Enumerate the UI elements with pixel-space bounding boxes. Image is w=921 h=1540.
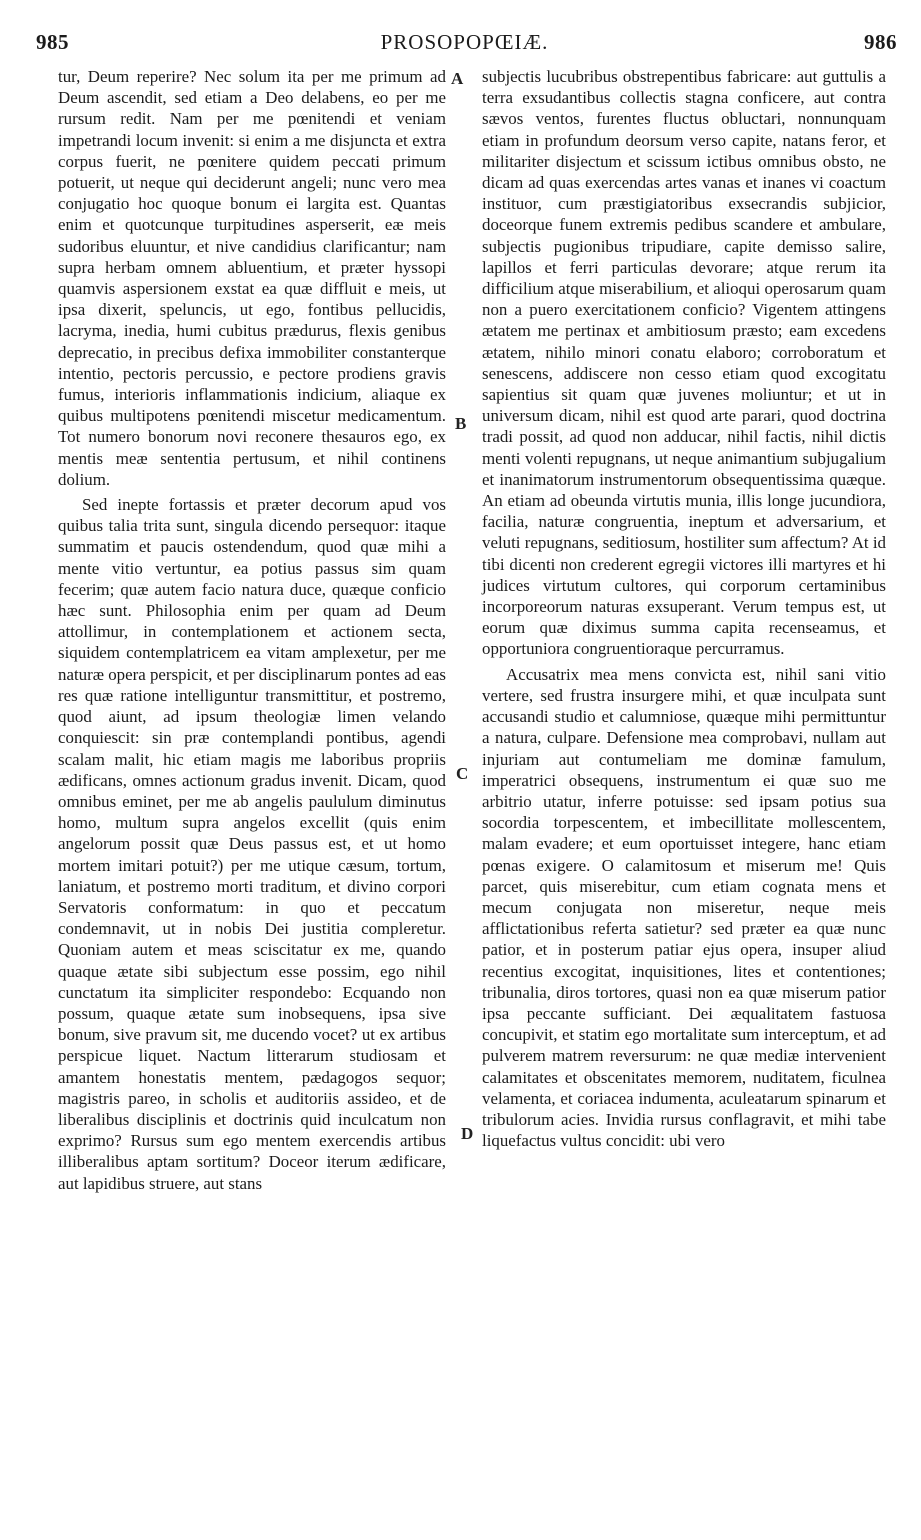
page-number-left: 985 [36,30,69,54]
page-header [28,30,901,62]
right-paragraph-2: Accusatrix mea mens convicta est, nihil sani vitio vertere, sed frustra insurgere mihi, et quæ inculpata sunt accusandi studio et calumniose, quæque mihi permittuntur a natura, culpare. Defensione mea comprobavi, nullam aut injuriam aut contumeliam me dominæ famulum, imperatrici obsequens, instrumentum ei quæ suo me arbitrio utatur, inferre potuisse: sed ipsam potius sua socordia torpescentem, et imbecillitate mollescentem, malam evadere; et eum oportuisset integere, hanc etiam pœnas exigere. O calamitosum et miserum me! Quis parcet, quis miserebitur, cum etiam cognata mens et mecum conjugata non miseretur, neque meis afflictationibus referta satietur? sed præter ea quæ nunc patior, et in posterum patiar ejus opera, insuper aliud recentius excogitat, inquisitiones, lites et contentiones; tribunalia, diros tortores, quasi non ea quæ miserum patior ipsa peccante sufficiant. Dei æqualitatem fastuosa concupivit, et statim ego mortalitate sum interceptum, et ad pulverem matrem reversurum: ne quæ mediæ intervenient calamitates et obscenitates memorem, nuditatem, ficulnea velamenta, et coriacea indumenta, aculeatarum spinarum et tribulorum acies. Invidia rursus conflagravit, et mihi tabe liquefactus vultus concidit: ubi vero [482,664,886,1151]
right-paragraph-1: subjectis lucubribus obstrepentibus fabricare: aut guttulis a terra exsudantibus collectis stagna conficere, aut contra sævos ventos, furentes fluctus obluctari, nonnunquam etiam in profundum deorsum verso capite, natans feror, et militariter disjectum et scissum ictibus omnibus obsto, ne dicam ad quas exercendas artes vanas et inanes vi coactum instituor, cum præstigiatoribus exsecrandis subjicior, doceorque funem extremis pedibus scandere et ambulare, subjectis pugionibus tripudiare, capite demisso salire, lapillos et ferri particulas devorare; atque rerum ita difficilium atque miserabilium, et alioqui operosarum quam non a puero exercitationem conficio? Vigentem attingens ætatem me pertinax et ambitiosum præsto; eam excedens ætatem, nihilo minori conatu elaboro; corroboratum et senescens, addiscere non cesso etiam quod excogitatu sapientius sit quam quæ juvenes moliuntur; et ut in universum dicam, nihil est quod arte parari, quod doctrina tradi possit, ad quod non adducar, nihil factis, nihil dictis menti volenti repugnans, ut neque animantium subjugalium et inanimatorum instrumentorum obsequentissima quæque. An etiam ad obeunda virtutis munia, illis longe jucundiora, facilia, naturæ congruentia, ineptum et adversarium, et veluti repugnans, seditiosum, hostiliter sum affectum? At id tibi dicenti non crederent egregii victores illi martyres et hi judices virtutum cultores, qui corporum certaminibus incorporeorum naturas exsuperant. Verum tempus est, ut eorum quæ diximus summa capita recenseamus, et opportuniora congruentioraque percurramus. [482,67,886,659]
page-number-right: 986 [864,30,897,54]
left-column [58,66,446,1194]
right-column [482,66,886,1151]
section-marker-a: A [451,69,464,88]
section-marker-d: D [461,1124,474,1143]
section-marker-b: B [455,414,467,433]
section-marker-c: C [456,764,469,783]
left-paragraph-1: tur, Deum reperire? Nec solum ita per me primum ad Deum ascendit, sed etiam a Deo delabens, eo per me rursum redit. Nam per me pœnitendi et veniam impetrandi locum invenit: si enim a me disjuncta et extra corpus fuerit, ne pœnitere quidem peccati primum potuerit, ut neque qui deciderunt angeli; nunc vero mea conjugatio hoc quoque bonum ei largita est. Quantas enim et quotcunque turpitudines asperserit, eæ meis sudoribus eluuntur, et nive candidius clarificantur; nam supra herbam omnem abluentium, et præter hyssopi quamvis aspersionem exstat ea quæ diffluit e meis, ut ipsa dixerit, speluncis, ut ego, fontibus pellucidis, lacryma, inedia, humi cubitus prædurus, flexis genibus deprecatio, in precibus defixa immobiliter constanterque intentio, pectoris percussio, e pectore prodiens gravis fumus, interioris inflammationis indicium, aliaque ex quibus multipotens pœnitendi miscetur medicamentum. Tot numero bonorum novi reconere thesauros ego, ex mentis meæ sententia pertusum, et nihil continens dolium. [58,67,446,489]
left-paragraph-2: Sed inepte fortassis et præter decorum apud vos quibus talia trita sunt, singula dicendo persequor: itaque summatim et paucis ostendendum, quod quæ mihi a mente vitio vertuntur, ea potius passus sim quam fecerim; quæ autem facio natura duce, quæque conficio hæc sunt. Philosophia enim per quam ad Deum attollimur, in contemplationem et actionem secta, siquidem contemplatricem ea vitam amplexetur, per me naturæ opera perspicit, et per disciplinarum pontes ad eas res quæ ratione intelliguntur transmittitur, et postremo, quod aiunt, ad ipsum theologiæ limen velando conquiescit: sin præ contemplandi pontibus, agendi scalam malit, hic etiam magis me laboribus propriis ædificans, omnes actionum gradus invenit. Dicam, quod omnibus eminet, per me ab angelis paululum diminutus homo, multum supra angelos excellit (quis enim angelorum possit quæ Deus passus est, et ut homo mortem imitari potuit?) per me utique cæsum, tortum, laniatum, et postremo morti traditum, et divino corpori Servatoris conformatum: in quo et peccatum condemnavit, ut in nobis Dei justitia compleretur. Quoniam autem et meas sciscitatur ex me, quando quaque ætate sibi subjectum esse possim, ego nihil cunctatum ita simpliciter respondebo: Ecquando non possum, quaque ætate sum inobsequens, ipsa sive bonum, sive pravum sit, me ducendo vocet? ut ex artibus perspicue liquet. Nactum litterarum studiosam et amantem honestatis mentem, pædagogos sequor; magistris pareo, in scholis et auditoriis assideo, et de liberalibus disciplinis et doctrinis quid inculcatum non exprimo? Rursus sum ego mentem exercendis artibus illiberalibus aptam sortitum? Doceor iterum ædificare, aut lapidibus struere, aut stans [58,495,446,1193]
running-title: PROSOPOPŒIÆ. [380,30,549,54]
